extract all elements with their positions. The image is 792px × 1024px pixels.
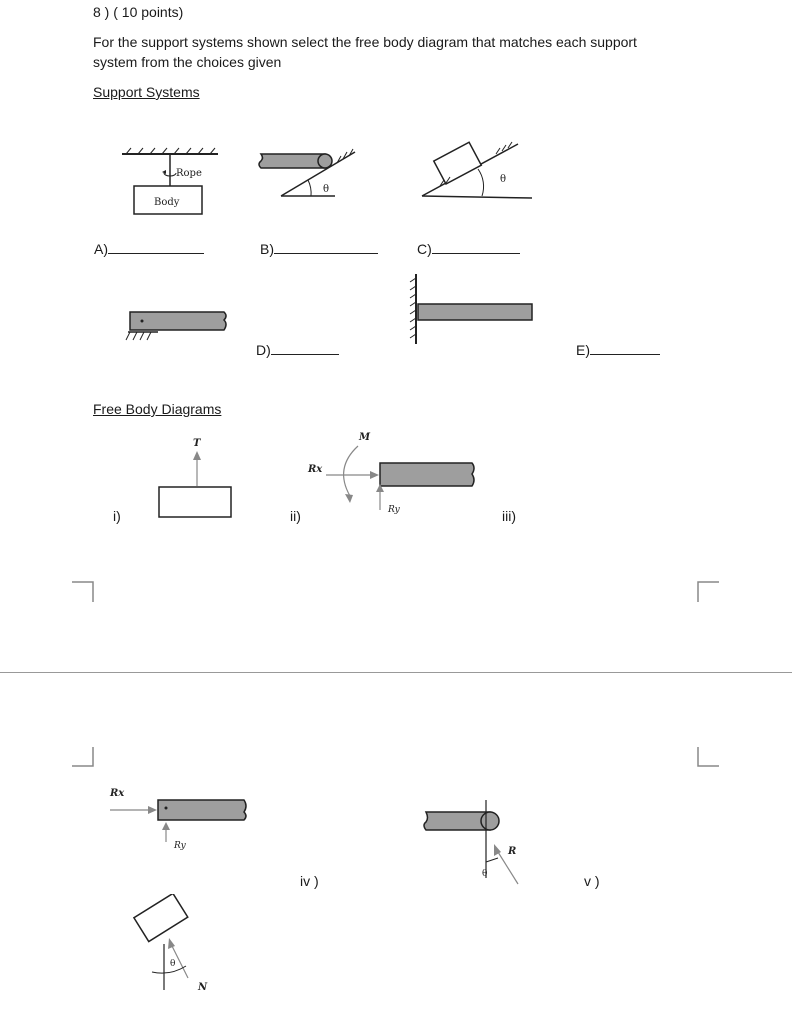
support-figure-e [404, 270, 538, 348]
fbd-iii-m-label: M [359, 432, 371, 443]
question-number: 8 ) ( 10 points) [93, 4, 184, 20]
answer-e-blank[interactable] [590, 342, 660, 355]
fbd-label-v: v ) [584, 873, 600, 889]
fbd-figure-v [418, 798, 528, 890]
fbd-figure-i [155, 434, 237, 522]
fbd-figure-iii [300, 428, 480, 520]
support-systems-heading: Support Systems [93, 84, 200, 100]
support-figure-c [418, 134, 538, 206]
fbd-iii-rx-label: Rx [308, 464, 323, 475]
page-corner-mark [696, 580, 722, 604]
fbd-normal-theta-label: θ [170, 959, 176, 969]
fbd-iii-ry-label: Ry [388, 505, 400, 515]
answer-c-label: C) [417, 241, 432, 257]
page-corner-mark [696, 745, 722, 769]
answer-a-blank[interactable] [108, 241, 204, 254]
answer-e-label: E) [576, 342, 590, 358]
free-body-diagrams-heading: Free Body Diagrams [93, 401, 222, 417]
answer-d[interactable] [256, 342, 339, 359]
page-divider [0, 672, 792, 673]
support-figure-a [118, 140, 218, 220]
rope-label: Rope [176, 168, 202, 179]
answer-c[interactable] [417, 241, 520, 258]
instructions-line-1: For the support systems shown select the free body diagram that matches each support [93, 34, 637, 50]
body-label: Body [154, 197, 180, 208]
fbd-v-theta-label: θ [482, 869, 488, 879]
fbd-iv-ry-label: Ry [174, 841, 186, 851]
answer-c-blank[interactable] [432, 241, 520, 254]
fbd-normal-n-label: N [198, 982, 208, 993]
fbd-label-iv: iv ) [300, 873, 319, 889]
fbd-label-ii: ii) [290, 508, 301, 524]
support-figure-d [118, 306, 238, 348]
answer-a[interactable] [94, 241, 204, 258]
answer-b-blank[interactable] [274, 241, 378, 254]
answer-b-label: B) [260, 241, 274, 257]
fbd-v-r-label: R [508, 846, 517, 857]
fbd-i-t-label: T [193, 438, 201, 449]
fbd-label-i: i) [113, 508, 121, 524]
page-corner-mark [70, 580, 96, 604]
fbd-figure-normal [130, 894, 226, 996]
theta-label-b: θ [323, 184, 330, 195]
answer-a-label: A) [94, 241, 108, 257]
answer-e[interactable] [576, 342, 660, 359]
support-figure-b [255, 146, 365, 206]
fbd-figure-iv [106, 782, 254, 854]
fbd-label-iii: iii) [502, 508, 516, 524]
fbd-iv-rx-label: Rx [110, 788, 125, 799]
page-corner-mark [70, 745, 96, 769]
answer-d-blank[interactable] [271, 342, 339, 355]
theta-label-c: θ [500, 174, 507, 185]
answer-d-label: D) [256, 342, 271, 358]
instructions-line-2: system from the choices given [93, 54, 282, 70]
answer-b[interactable] [260, 241, 378, 258]
